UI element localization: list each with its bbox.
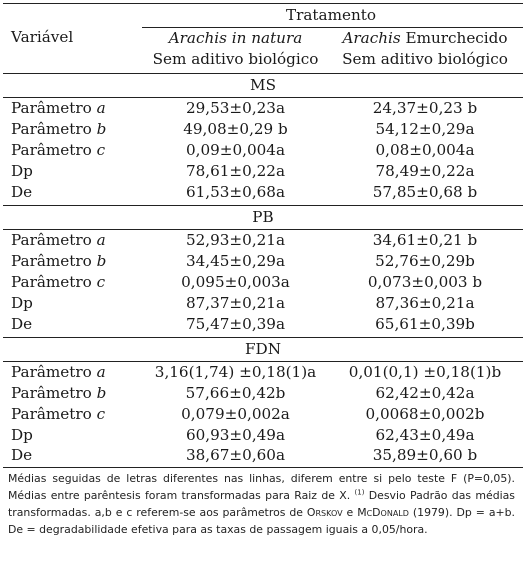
col1-header (142, 28, 329, 48)
cell-value: 57,66±0,42b (185, 384, 286, 402)
row-label: Parâmetro b (11, 384, 107, 402)
cell-value: 61,53±0,68a (185, 183, 286, 201)
cell-value: 29,53±0,23a (185, 99, 286, 117)
cell-value: 75,47±0,39a (185, 315, 286, 333)
cell-value: 0,095±0,003a (181, 273, 290, 291)
section-end-rule-ms (3, 205, 523, 206)
table-top-rule (3, 3, 523, 4)
row-label: Parâmetro c (11, 141, 106, 159)
col2-subheader: Sem aditivo biológico (342, 50, 508, 68)
col2-header (330, 28, 520, 48)
row-label: De (11, 315, 33, 333)
section-title-fdn: FDN (244, 340, 281, 358)
row-label: Dp (11, 294, 33, 312)
footnote-and: e (346, 506, 354, 519)
table-bottom-rule (3, 467, 523, 468)
cell-value: 0,079±0,002a (181, 405, 290, 423)
footnote-part1: Médias seguidas de letras diferentes nas linhas, diferem entre si pelo teste F (P=0,05). Médias entre parêntesis foram transformadas para Raiz de X. (8, 472, 515, 502)
row-label: De (11, 183, 33, 201)
cell-value: 62,42±0,42a (375, 384, 475, 402)
cell-value: 0,08±0,004a (375, 141, 475, 159)
treatment-header: Tratamento (285, 6, 377, 24)
row-label: Parâmetro a (11, 363, 106, 381)
section-end-rule-pb (3, 337, 523, 338)
footnote-part3: (1979). Dp = a+b. De = degradabilidade efetiva para as taxas de passagem iguais a 0,05/hora. (8, 506, 515, 536)
cell-value: 87,37±0,21a (185, 294, 286, 312)
cell-value: 38,67±0,60a (185, 446, 286, 464)
row-label: De (11, 446, 33, 464)
row-label: Parâmetro b (11, 252, 107, 270)
col1-state: in natura (231, 29, 303, 47)
footnote-part2: Desvio Padrão das médias transformadas. a,b e c referem-se aos parâmetros de (8, 489, 515, 519)
cell-value: 0,073±0,003 b (367, 273, 483, 291)
cell-value: 0,09±0,004a (185, 141, 286, 159)
section-title-ms: MS (250, 76, 276, 94)
cell-value: 52,93±0,21a (185, 231, 286, 249)
cell-value: 62,43±0,49a (375, 426, 475, 444)
col1-genus: Arachis (168, 29, 227, 47)
cell-value: 78,61±0,22a (185, 162, 286, 180)
variable-header: Variável (11, 28, 74, 46)
cell-value: 24,37±0,23 b (372, 99, 478, 117)
row-label: Parâmetro c (11, 405, 106, 423)
cell-value: 49,08±0,29 b (183, 120, 288, 138)
col2-state: Emurchecido (405, 29, 508, 47)
cell-value: 3,16(1,74) ±0,18(1)a (154, 363, 317, 381)
cell-value: 35,89±0,60 b (372, 446, 478, 464)
cell-value: 0,0068±0,002b (365, 405, 485, 423)
row-label: Parâmetro c (11, 273, 106, 291)
header-bottom-rule (3, 73, 523, 74)
footnote-superscript: (1) (354, 488, 365, 497)
row-label: Dp (11, 426, 33, 444)
cell-value: 34,61±0,21 b (372, 231, 478, 249)
cell-value: 78,49±0,22a (375, 162, 475, 180)
cell-value: 0,01(0,1) ±0,18(1)b (348, 363, 502, 381)
table-footnote (8, 470, 515, 538)
row-label: Parâmetro b (11, 120, 107, 138)
footnote-author2: McDonald (357, 506, 409, 519)
col1-subheader: Sem aditivo biológico (152, 50, 319, 68)
cell-value: 60,93±0,49a (185, 426, 286, 444)
cell-value: 87,36±0,21a (375, 294, 475, 312)
row-label: Parâmetro a (11, 99, 106, 117)
row-label: Dp (11, 162, 33, 180)
section-title-pb: PB (252, 208, 274, 226)
cell-value: 65,61±0,39b (375, 315, 475, 333)
cell-value: 54,12±0,29a (375, 120, 475, 138)
footnote-author1: Orskov (306, 506, 343, 519)
cell-value: 34,45±0,29a (185, 252, 286, 270)
row-label: Parâmetro a (11, 231, 106, 249)
cell-value: 52,76±0,29b (375, 252, 475, 270)
col2-genus: Arachis (342, 29, 401, 47)
cell-value: 57,85±0,68 b (372, 183, 478, 201)
